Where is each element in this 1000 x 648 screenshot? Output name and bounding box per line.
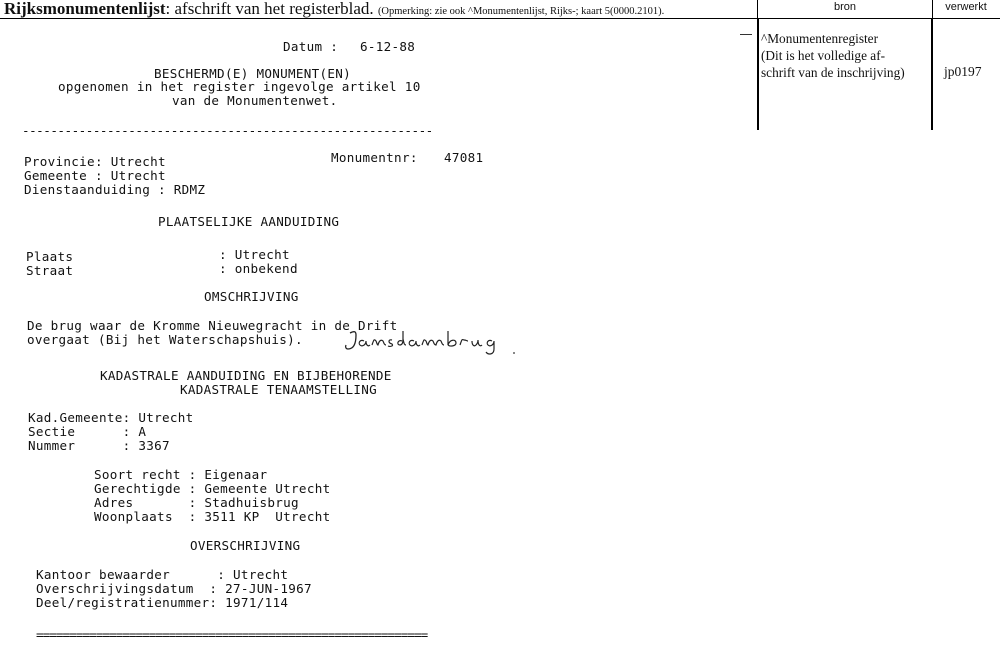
- title-note: (Opmerking: zie ook ^Monumentenlijst, Rijks-; kaart 5(0000.2101).: [377, 6, 665, 17]
- straat-value: : onbekend: [219, 261, 298, 276]
- plaats-label: Plaats: [26, 249, 74, 264]
- monumentnr-value: 47081: [444, 150, 484, 165]
- handwritten-annotation: [344, 327, 520, 357]
- monument-subheading: opgenomen in het register ingevolge artikel 10: [58, 79, 421, 94]
- column-divider-left: [757, 18, 759, 130]
- datum-value: 6-12-88: [360, 39, 416, 54]
- overschrijvingsdatum: Overschrijvingsdatum : 27-JUN-1967: [36, 581, 312, 596]
- title-bold: Rijksmonumentenlijst: [4, 0, 166, 18]
- margin-tick: [740, 34, 752, 35]
- verwerkt-cell: jp0197: [944, 64, 982, 79]
- dienstaanduiding: Dienstaanduiding : RDMZ: [24, 182, 206, 197]
- document-title: [4, 0, 664, 21]
- gerechtigde: Gerechtigde : Gemeente Utrecht: [94, 481, 331, 496]
- datum-label: Datum :: [283, 39, 339, 54]
- woonplaats: Woonplaats : 3511 KP Utrecht: [94, 509, 331, 524]
- straat-label: Straat: [26, 263, 74, 278]
- equals-rule: ===========================================================: [36, 627, 428, 642]
- monument-heading: BESCHERMD(E) MONUMENT(EN): [154, 66, 352, 81]
- column-header-verwerkt: verwerkt: [945, 1, 987, 13]
- bron-line: ^Monumentenregister: [761, 31, 879, 46]
- column-header-bron: bron: [757, 0, 933, 18]
- kantoor-bewaarder: Kantoor bewaarder : Utrecht: [36, 567, 289, 582]
- provincie: Provincie: Utrecht: [24, 154, 166, 169]
- section-title: KADASTRALE TENAAMSTELLING: [180, 382, 378, 397]
- deel-registratienummer: Deel/registratienummer: 1971/114: [36, 595, 289, 610]
- sectie: Sectie : A: [28, 424, 147, 439]
- adres: Adres : Stadhuisbrug: [94, 495, 299, 510]
- plaats-value: : Utrecht: [219, 247, 290, 262]
- soort-recht: Soort recht : Eigenaar: [94, 467, 268, 482]
- title-rest: : afschrift van het registerblad.: [165, 0, 374, 18]
- section-title: PLAATSELIJKE AANDUIDING: [158, 214, 340, 229]
- kad-gemeente: Kad.Gemeente: Utrecht: [28, 410, 194, 425]
- header-bar: [0, 0, 1000, 19]
- omschrijving-line: De brug waar de Kromme Nieuwegracht in de Drift: [27, 318, 398, 333]
- section-title: OMSCHRIJVING: [204, 289, 299, 304]
- dash-rule: ----------------------------------------------------------: [22, 123, 433, 138]
- bron-cell: [761, 30, 933, 81]
- gemeente: Gemeente : Utrecht: [24, 168, 166, 183]
- section-title: KADASTRALE AANDUIDING EN BIJBEHORENDE: [100, 368, 392, 383]
- monument-subheading: van de Monumentenwet.: [172, 93, 338, 108]
- nummer: Nummer : 3367: [28, 438, 170, 453]
- omschrijving-line: overgaat (Bij het Waterschapshuis).: [27, 332, 303, 347]
- section-title: OVERSCHRIJVING: [190, 538, 301, 553]
- monumentnr-label: Monumentnr:: [331, 150, 418, 165]
- bron-line: schrift van de inschrijving): [761, 65, 905, 80]
- bron-line: (Dit is het volledige af-: [761, 48, 886, 63]
